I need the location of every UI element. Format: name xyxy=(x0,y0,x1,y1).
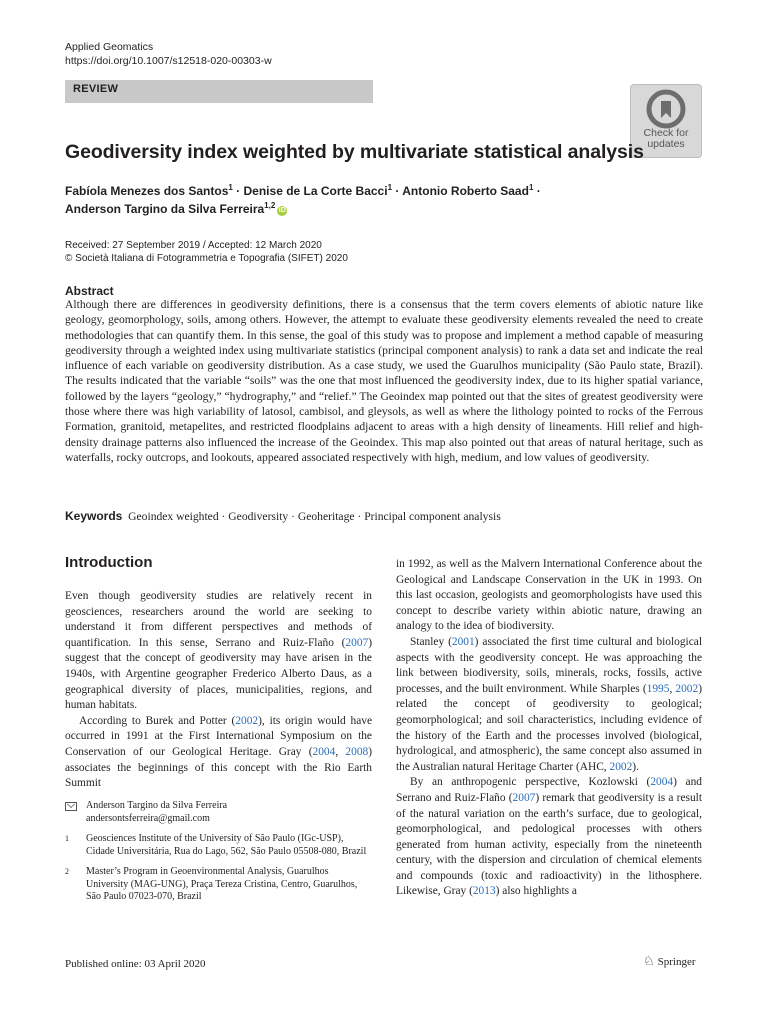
citation-link[interactable]: 2008 xyxy=(345,745,369,758)
paragraph: By an anthropogenic perspective, Kozlowski (2004) and Serrano and Ruiz-Flaño (2007) remark that geodiversity is a result of the natural variation on the earth’s surface, due to geological, geomorphological, and pedological processes with others generated from human activity, especially from the nineteenth century, with the dispersion and circulation of chemical elements and compounds (toxic and radioactivity) in the lithosphere. Likewise, Gray (2013) also highlights a xyxy=(396,776,702,898)
citation-link[interactable]: 1995 xyxy=(646,682,670,695)
author-affiliation: 1 xyxy=(387,183,393,192)
crossmark-icon xyxy=(646,89,686,129)
author-name[interactable]: Antonio Roberto Saad xyxy=(402,184,529,198)
author-separator: · xyxy=(236,184,241,198)
author-separator: · xyxy=(395,184,400,198)
author-separator: · xyxy=(536,184,541,198)
citation-link[interactable]: 2013 xyxy=(472,885,496,898)
affiliation-mark: 2 xyxy=(65,867,69,876)
section-label: REVIEW xyxy=(73,83,119,95)
paragraph: Even though geodiversity studies are relatively recent in geosciences, researchers around the world are seeking to understand it from different perspectives and methods of quantification. In this sense, Serrano and Ruiz-Flaño (2007) suggest that the concept of geodiversity may have arisen in the 1940s, with Argentine geographer Frederico Alberto Daus, as a geographical diversity of places, municipalities, regions, and human habitats. xyxy=(65,590,372,712)
article-dates: Received: 27 September 2019 / Accepted: 12 March 2020 xyxy=(65,240,322,251)
paragraph: According to Burek and Potter (2002), its origin would have occurred in 1991 at the First International Symposium on the Conservation of our Geological Heritage. Gray (2004, 2008) associates the beginnings of this concept with the Rio Earth Summit xyxy=(65,714,373,790)
article-title: Geodiversity index weighted by multivariate statistical analysis xyxy=(65,141,644,163)
citation-link[interactable]: 2002 xyxy=(235,714,259,727)
left-column xyxy=(65,589,372,792)
footnotes xyxy=(65,800,372,912)
keywords: Keywords Geoindex weighted · Geodiversity · Geoheritage · Principal component analysis xyxy=(65,509,501,523)
introduction-heading: Introduction xyxy=(65,554,153,571)
author-affiliation: 1,2 xyxy=(264,201,276,210)
orcid-icon[interactable]: iD xyxy=(278,207,286,214)
citation-link[interactable]: 2004 xyxy=(650,776,674,789)
author-name[interactable]: Denise de La Corte Bacci xyxy=(243,184,388,198)
affiliation-text: Geosciences Institute of the University of São Paulo (IGc-USP), Cidade Universitária, Rua do Lago, 562, São Paulo 05508-080, Brazil xyxy=(86,833,367,857)
publisher-name: Springer xyxy=(657,956,696,968)
keyword: Principal component analysis xyxy=(364,510,501,523)
citation-link[interactable]: 2002 xyxy=(675,682,699,695)
right-column xyxy=(396,557,702,900)
keyword: Geodiversity xyxy=(228,510,289,523)
author-affiliation: 1 xyxy=(528,183,534,192)
abstract-text: Although there are differences in geodiversity definitions, there is a consensus that the term covers elements of abiotic nature like geology, geomorphology, soils, among others. However, the attempt to evaluate these geodiversity elements revealed the need to create methodologies that can quantify them. In this sense, the goal of this study was to propose and implement a method capable of measuring geodiversity through a weighted index using multivariate statistics (principal component analysis) to rank a data set and indicate the real influence of each variable on geodiversity distribution. As a case study, we used the Guarulhos municipality (São Paulo state, Brazil). The results indicated that the variable “soils” was the one that most influenced the geodiversity index, due to its higher spatial variance, followed by the layers “geology,” “hydrography,” and “relief.” The Geoindex map pointed out that the sites of greatest geodiversity were those where there was high variability of latosol, cambisol, and gleysols, as well as where the lithology pointed to rocks of the Ferrous Formation, granitoid, metapelites, and restricted floodplains adjacent to areas with a high density of lineaments. Hill relief and high-density drainage patterns also influenced the increase of the Geoindex. This map also pointed out that areas of natural heritage, such as waterfalls, rocky outcrops, and lookouts, appeared associated respectively with high, medium, and low values of geodiversity. xyxy=(65,298,703,464)
keywords-label: Keywords xyxy=(65,509,123,523)
badge-line-2: updates xyxy=(647,138,685,150)
copyright-notice: © Società Italiana di Fotogrammetria e Topografia (SIFET) 2020 xyxy=(65,253,348,264)
doi-link[interactable]: https://doi.org/10.1007/s12518-020-00303-w xyxy=(65,55,272,67)
keyword: Geoindex weighted xyxy=(128,510,219,523)
authors-line-2 xyxy=(65,201,287,216)
citation-link[interactable]: 2002 xyxy=(609,760,633,773)
paragraph: Stanley (2001) associated the first time cultural and biological aspects with the geodiversity concept. He was approaching the link between biodiversity, soils, minerals, rocks, fossils, active processes, and the built environment. While Sharples (1995, 2002) related the concept of geodiversity to geological; geomorphological; and soil characteristics, including evidence of the history of the Earth and the processes involved (biological, hydrological, and atmospheric), the same concept also assumed in the Australian natural Heritage Charter (AHC, 2002). xyxy=(396,635,702,773)
citation-link[interactable]: 2004 xyxy=(312,745,336,758)
citation-link[interactable]: 2007 xyxy=(345,636,369,649)
paragraph: in 1992, as well as the Malvern International Conference about the Geological and Landscape Conservation in the UK in 1993. On this last occasion, geologists and geomorphologists have used this concept to describe variety within abiotic nature, drawing an analogy to the idea of biodiversity. xyxy=(396,558,702,633)
badge-line-1: Check for xyxy=(643,127,689,139)
affiliation-note xyxy=(65,866,372,904)
affiliation-note xyxy=(65,833,372,858)
correspondent-email[interactable]: andersontsferreira@gmail.com xyxy=(86,812,210,824)
citation-link[interactable]: 2001 xyxy=(451,635,475,648)
published-date: Published online: 03 April 2020 xyxy=(65,958,206,970)
authors-line-1 xyxy=(65,183,541,198)
affiliation-text: Master’s Program in Geoenvironmental Analysis, Guarulhos University (MAG-UNG), Praça Tereza Cristina, Centro, Guarulhos, São Paulo 07023-070, Brazil xyxy=(86,866,358,902)
envelope-icon xyxy=(65,802,77,811)
author-name[interactable]: Anderson Targino da Silva Ferreira xyxy=(65,202,265,216)
correspondence-note xyxy=(65,800,372,825)
citation-link[interactable]: 2007 xyxy=(512,791,536,804)
publisher-logo xyxy=(643,953,696,969)
springer-horse-icon: ♘ xyxy=(643,953,655,968)
author-name[interactable]: Fabíola Menezes dos Santos xyxy=(65,184,229,198)
journal-name: Applied Geomatics xyxy=(65,41,154,53)
affiliation-mark: 1 xyxy=(65,834,69,843)
keyword: Geoheritage xyxy=(297,510,355,523)
author-affiliation: 1 xyxy=(228,183,233,192)
abstract-heading: Abstract xyxy=(65,284,114,298)
correspondent-name: Anderson Targino da Silva Ferreira xyxy=(86,800,228,811)
